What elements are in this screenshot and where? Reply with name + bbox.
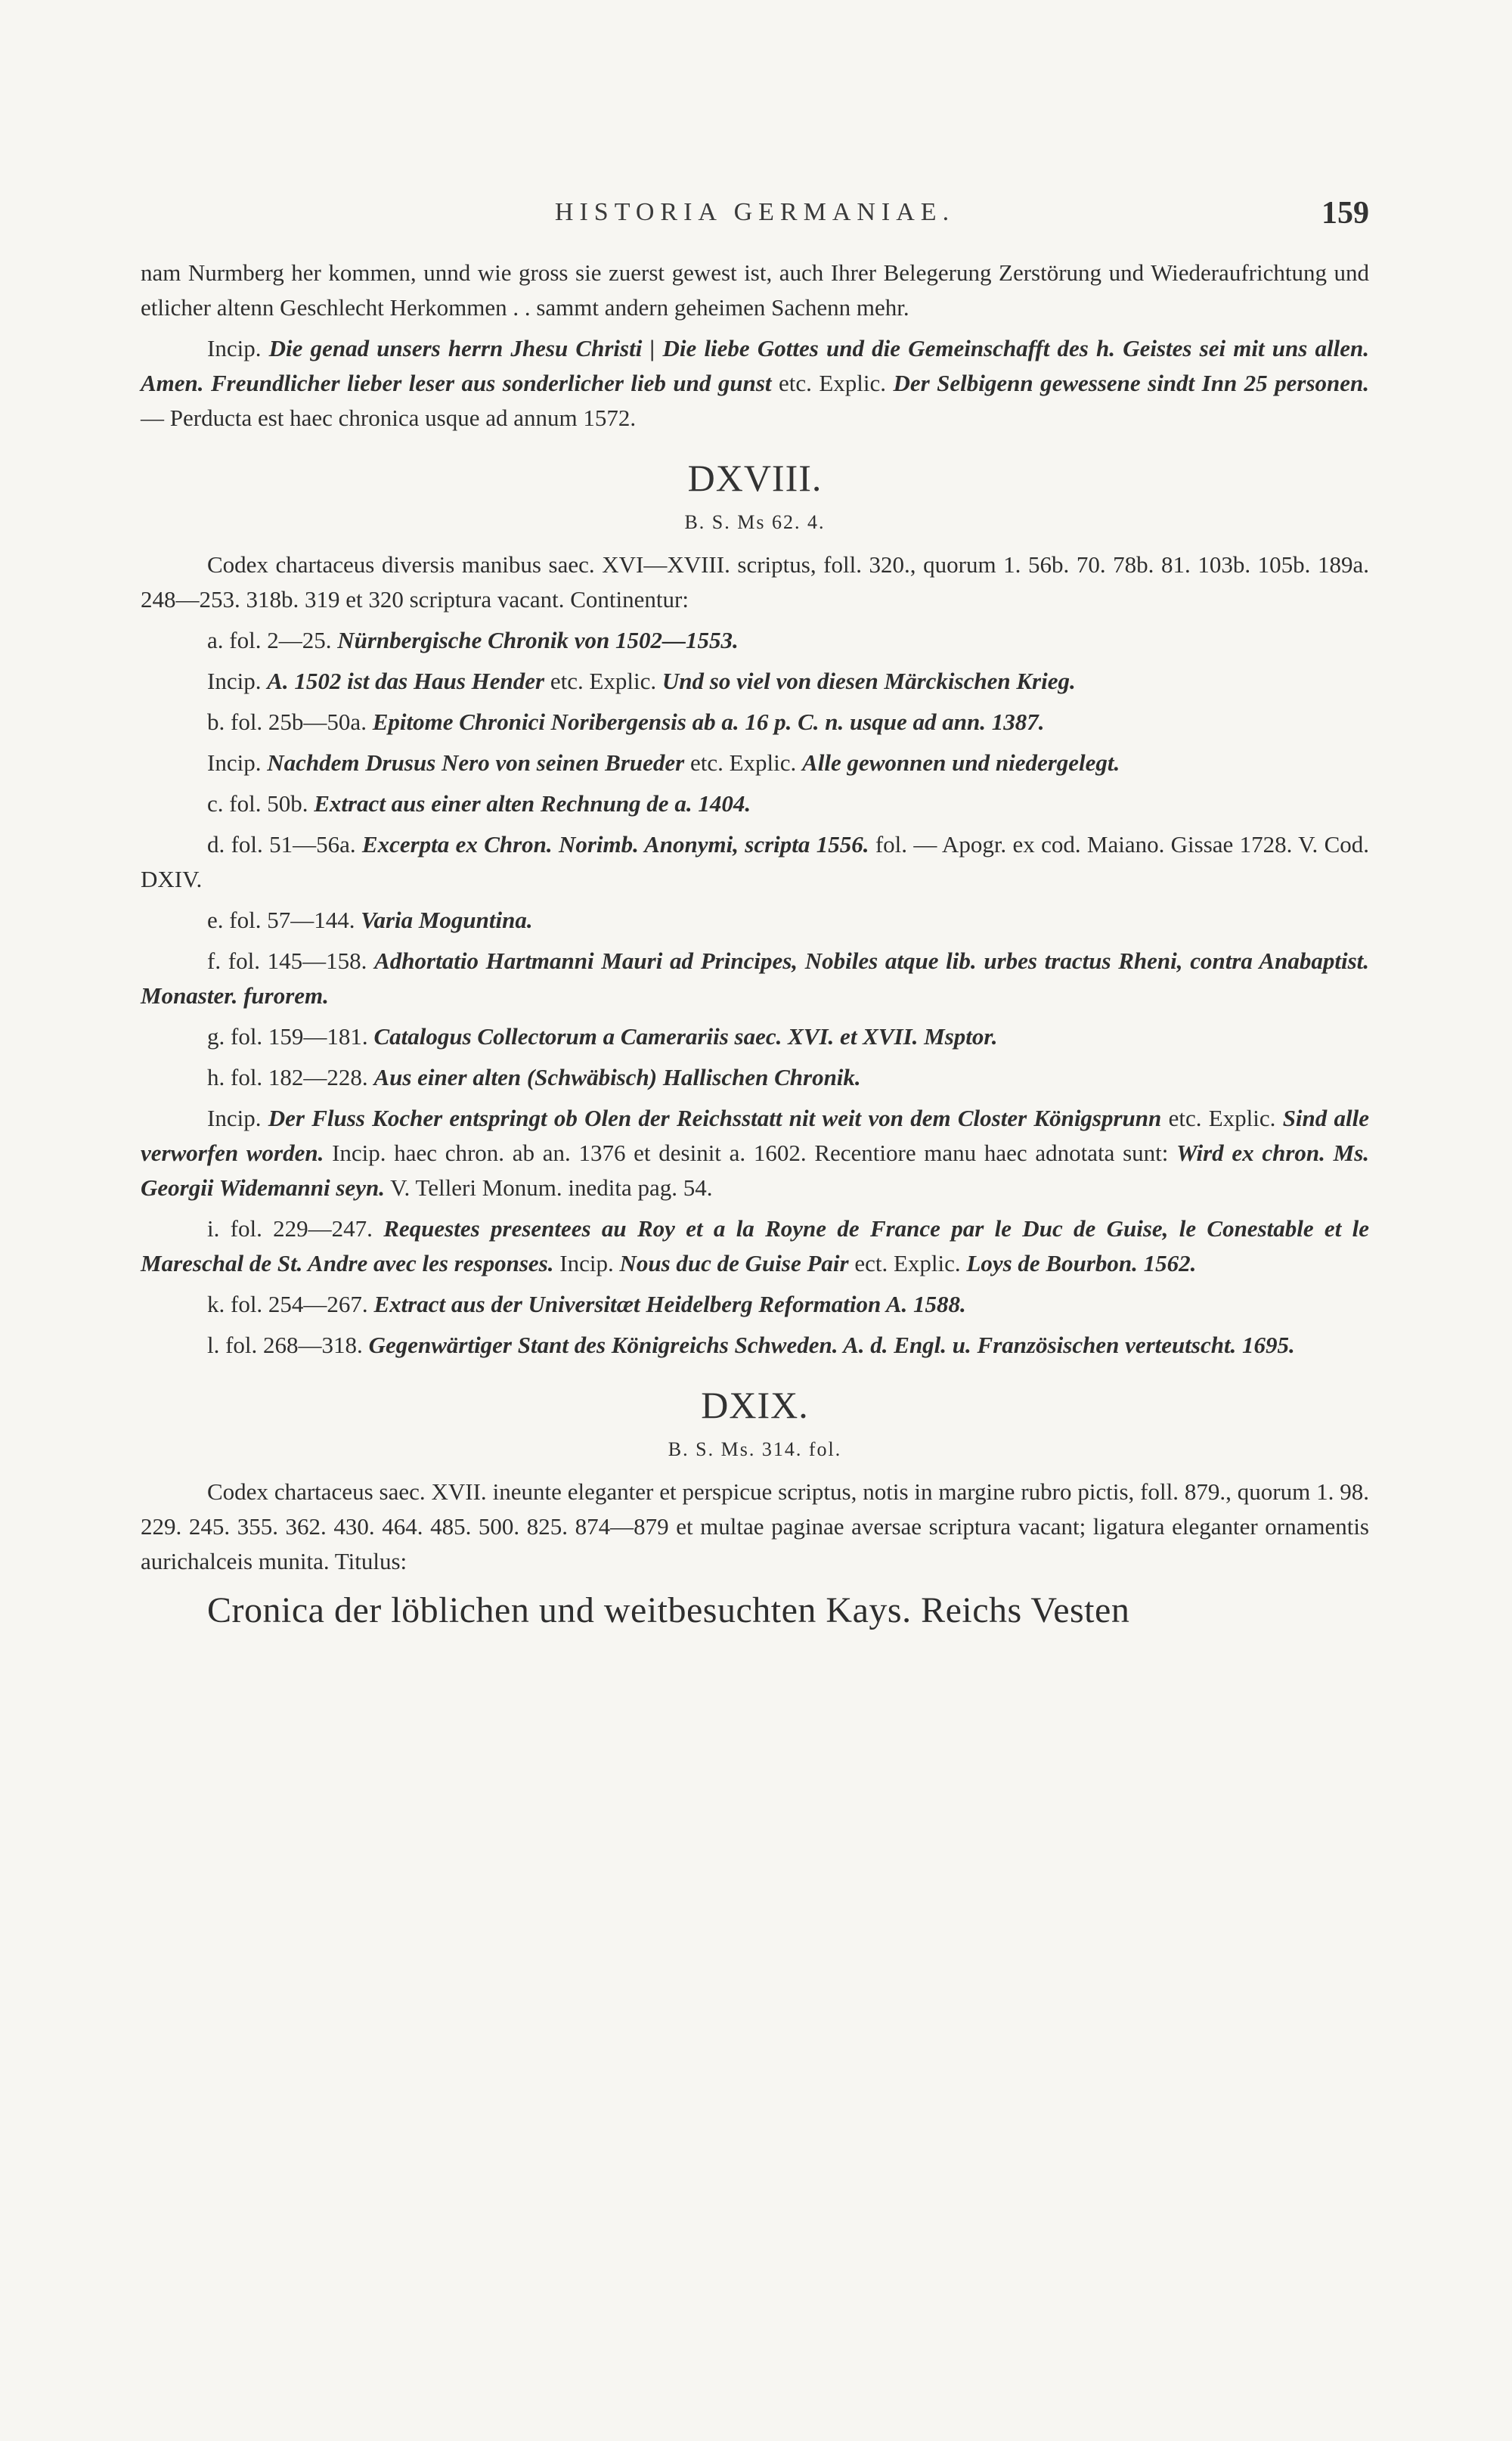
page-header [141,198,1369,243]
item-title: Der Fluss Kocher entspringt ob Olen der Reichsstatt nit weit von dem Closter Königsprunn [268,1105,1162,1131]
item-pre: b. fol. 25b—50a. [207,709,367,735]
item-post: etc. Explic. [550,668,657,694]
item-pre: k. fol. 254—267. [207,1291,368,1317]
item-pre: i. fol. 229—247. [207,1215,373,1242]
running-title: HISTORIA GERMANIAE. [554,198,956,226]
item-pre: f. fol. 145—158. [207,948,367,974]
page-content [141,256,1369,1641]
item-pre: h. fol. 182—228. [207,1064,368,1090]
item-title2: Sind alle verworfen worden. [141,1105,1370,1166]
item-pre: g. fol. 159—181. [207,1023,368,1050]
list-item [141,786,1369,821]
incip-etc: etc. Explic. [778,370,886,396]
item-title: Epitome Chronici Noribergensis ab a. 16 p. C. n. usque ad ann. 1387. [372,709,1045,735]
item-title2: Nous duc de Guise Pair [619,1250,849,1276]
item-pre: Incip. [207,1105,262,1131]
list-item [141,623,1369,658]
page-number: 159 [1321,196,1369,231]
item-pre: c. fol. 50b. [207,790,308,817]
section-title-dxix: DXIX. [701,1384,809,1426]
item-title: Nürnbergische Chronik von 1502—1553. [337,627,739,653]
item-post2: Incip. haec chron. ab an. 1376 et desinit a. 1602. Recentiore manu haec adnotata sunt: [332,1140,1169,1166]
item-title3: Loys de Bourbon. 1562. [966,1250,1197,1276]
item-title: Varia Moguntina. [361,907,533,933]
list-item [141,1287,1369,1322]
item-title: Adhortatio Hartmanni Mauri ad Principes, Nobiles atque lib. urbes tractus Rheni, contra Anabaptist. Monaster. furorem. [141,948,1370,1009]
item-post3: V. Telleri Monum. inedita pag. 54. [390,1174,713,1201]
item-post: Incip. [559,1250,614,1276]
section-signature-dxviii: B. S. Ms 62. 4. [684,511,826,533]
list-item [141,1328,1369,1363]
item-title: A. 1502 ist das Haus Hender [267,668,545,694]
item-pre: d. fol. 51—56a. [207,831,356,858]
item-title: Aus einer alten (Schwäbisch) Hallischen Chronik. [373,1064,861,1090]
item-post2: ect. Explic. [854,1250,961,1276]
item-title: Extract aus einer alten Rechnung de a. 1404. [314,790,751,817]
item-pre: e. fol. 57—144. [207,907,355,933]
item-title: Catalogus Collectorum a Camerariis saec. XVI. et XVII. Msptor. [373,1023,998,1050]
item-title3: Wird ex chron. Ms. Georgii Widemanni seyn. [141,1140,1370,1201]
list-item [141,903,1369,938]
list-item [141,746,1369,780]
list-item [141,1060,1369,1095]
contents-list [141,623,1369,1363]
list-item [141,1101,1369,1205]
item-post: etc. Explic. [689,749,797,776]
section-title-dxviii: DXVIII. [687,457,823,499]
list-item [141,664,1369,699]
item-title: Gegenwärtiger Stant des Königreichs Schweden. A. d. Engl. u. Französischen verteutscht. 1695. [368,1332,1295,1358]
list-item [141,827,1369,897]
explic-text: Der Selbigenn gewessene sindt Inn 25 personen. [893,370,1369,396]
list-item [141,1019,1369,1054]
item-pre: l. fol. 268—318. [207,1332,363,1358]
incip-text: Die genad unsers herrn Jhesu Christi | Die liebe Gottes und die Gemeinschafft des h. Geistes sei mit uns allen. Amen. Freundlicher lieber leser aus sonderlicher lieb und gunst [141,335,1370,396]
incip-label: Incip. [207,335,262,361]
item-pre: a. fol. 2—25. [207,627,332,653]
codex-description-dxix: Codex chartaceus saec. XVII. ineunte eleganter et perspicue scriptus, notis in margine rubro pictis, foll. 879., quorum 1. 98. 229. 245. 355. 362. 430. 464. 485. 500. 825. 874—879 et multae paginae aversae scriptura vacant; ligatura eleganter ornamentis aurichalceis munita. Titulus: [141,1478,1369,1574]
codex-description-dxviii: Codex chartaceus diversis manibus saec. XVI—XVIII. scriptus, foll. 320., quorum 1. 56b. 70. 78b. 81. 103b. 105b. 189a. 248—253. 318b. 319 et 320 scriptura vacant. Continentur: [141,551,1369,613]
item-post: etc. Explic. [1168,1105,1276,1131]
list-item [141,944,1369,1013]
list-item [141,1211,1369,1281]
item-title: Extract aus der Universitæt Heidelberg Reformation A. 1588. [373,1291,966,1317]
codex-title-line: Cronica der löblichen und weitbesuchten Kays. Reichs Vesten [207,1590,1130,1630]
item-title: Nachdem Drusus Nero von seinen Brueder [267,749,685,776]
item-title2: Und so viel von diesen Märckischen Krieg. [662,668,1076,694]
item-post: fol. — Apogr. ex cod. Maiano. Gissae 1728. V. Cod. DXIV. [141,831,1370,892]
item-pre: Incip. [207,668,262,694]
perducta-text: — Perducta est haec chronica usque ad annum 1572. [141,405,637,431]
list-item [141,705,1369,740]
item-title: Requestes presentees au Roy et a la Royne de France par le Duc de Guise, le Conestable et le Mareschal de St. Andre avec les responses. [141,1215,1369,1276]
intro-paragraph: nam Nurmberg her kommen, unnd wie gross sie zuerst gewest ist, auch Ihrer Belegerung Zerstörung und Wiederaufrichtung und etlicher altenn Geschlecht Herkommen . . sammt andern geheimen Sachenn mehr. [141,259,1369,321]
item-title: Excerpta ex Chron. Norimb. Anonymi, scripta 1556. [361,831,869,858]
intro-incipit [141,331,1369,436]
item-pre: Incip. [207,749,262,776]
section-signature-dxix: B. S. Ms. 314. fol. [668,1438,842,1460]
item-title2: Alle gewonnen und niedergelegt. [802,749,1120,776]
